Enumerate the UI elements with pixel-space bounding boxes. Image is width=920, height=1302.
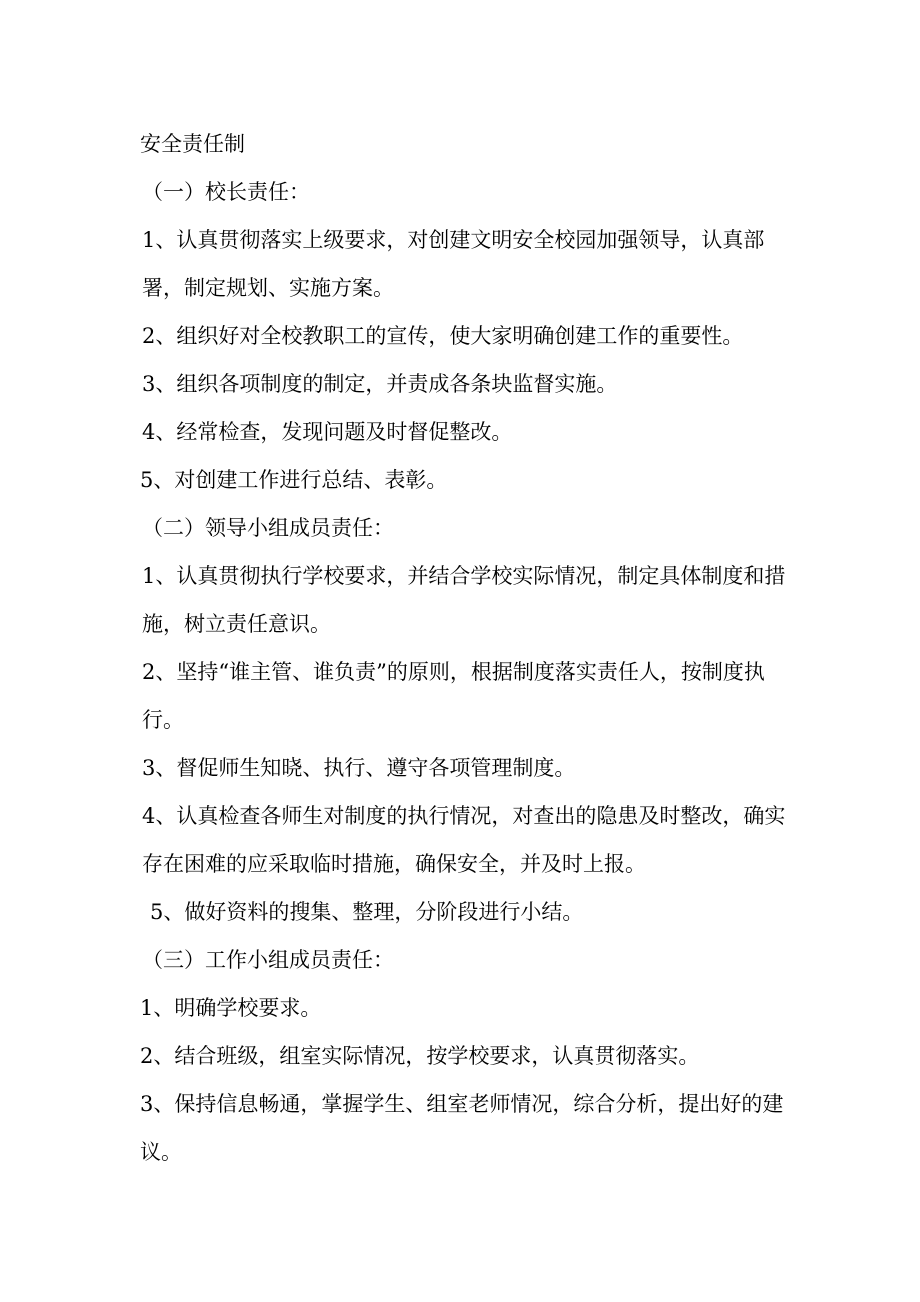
list-item: 3、组织各项制度的制定，并责成各条块监督实施。 [142,372,618,396]
list-item: 4、经常检查，发现问题及时督促整改。 [142,420,513,444]
list-item: 1、明确学校要求。 [140,996,322,1020]
section-heading: （一）校长责任： [142,180,310,204]
list-item: 2、结合班级，组室实际情况，按学校要求，认真贯彻落实。 [140,1044,700,1068]
list-item: 1、认真贯彻执行学校要求，并结合学校实际情况，制定具体制度和措施，树立责任意识。 [142,564,786,636]
list-item: 5、做好资料的搜集、整理，分阶段进行小结。 [150,900,584,924]
list-item: 3、督促师生知晓、执行、遵守各项管理制度。 [142,756,576,780]
list-item: 5、对创建工作进行总结、表彰。 [140,468,448,492]
document-body [140,120,788,1176]
list-item: 2、组织好对全校教职工的宣传，使大家明确创建工作的重要性。 [142,324,744,348]
list-item: 4、认真检查各师生对制度的执行情况，对查出的隐患及时整改，确实存在困难的应采取临时措施，确保安全，并及时上报。 [142,804,786,876]
list-item: 1、认真贯彻落实上级要求，对创建文明安全校园加强领导，认真部署，制定规划、实施方案。 [142,228,765,300]
list-item: 3、保持信息畅通，掌握学生、组室老师情况，综合分析，提出好的建议。 [140,1092,784,1164]
section-heading: （三）工作小组成员责任： [142,948,394,972]
list-item: 2、坚持“谁主管、谁负责”的原则，根据制度落实责任人，按制度执行。 [142,660,765,732]
section-heading: （二）领导小组成员责任： [142,516,394,540]
document-title: 安全责任制 [140,132,245,156]
